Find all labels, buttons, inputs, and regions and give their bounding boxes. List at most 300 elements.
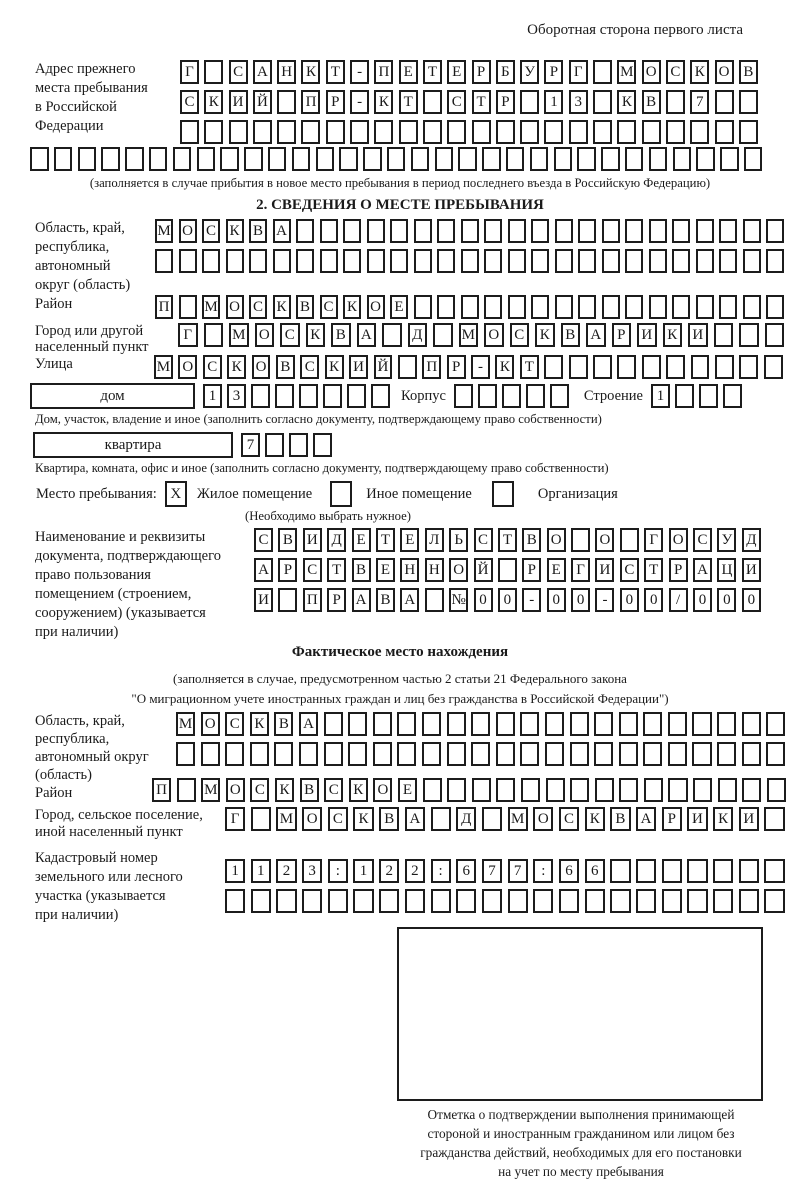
char-cell[interactable] [296, 219, 314, 243]
char-cell[interactable] [461, 295, 479, 319]
char-cell[interactable] [496, 120, 515, 144]
char-cell[interactable] [672, 249, 690, 273]
char-cell[interactable]: О [484, 323, 504, 347]
char-cell[interactable]: 6 [559, 859, 579, 883]
char-cell[interactable] [508, 249, 526, 273]
char-cell[interactable]: С [225, 712, 244, 736]
char-cell[interactable] [371, 384, 390, 408]
char-cell[interactable]: 0 [571, 588, 590, 612]
char-cell[interactable]: М [155, 219, 173, 243]
char-cell[interactable] [447, 742, 466, 766]
char-cell[interactable] [179, 295, 197, 319]
char-cell[interactable] [177, 778, 196, 802]
char-cell[interactable]: М [459, 323, 479, 347]
char-cell[interactable] [526, 384, 545, 408]
char-cell[interactable]: Н [400, 558, 419, 582]
char-cell[interactable]: 1 [203, 384, 222, 408]
char-cell[interactable] [456, 889, 476, 913]
char-cell[interactable] [662, 889, 682, 913]
char-cell[interactable] [555, 219, 573, 243]
char-cell[interactable]: С [249, 295, 267, 319]
char-cell[interactable] [250, 742, 269, 766]
char-cell[interactable]: А [352, 588, 371, 612]
char-cell[interactable]: Ь [449, 528, 468, 552]
char-cell[interactable] [498, 558, 517, 582]
char-cell[interactable]: К [226, 219, 244, 243]
char-cell[interactable] [398, 355, 417, 379]
char-cell[interactable] [699, 384, 718, 408]
char-cell[interactable]: М [617, 60, 636, 84]
char-cell[interactable]: О [533, 807, 553, 831]
char-cell[interactable]: Р [447, 355, 466, 379]
char-cell[interactable]: О [449, 558, 468, 582]
char-cell[interactable] [620, 528, 639, 552]
char-cell[interactable]: М [176, 712, 195, 736]
char-cell[interactable] [496, 742, 515, 766]
char-cell[interactable] [766, 742, 785, 766]
char-cell[interactable]: А [273, 219, 291, 243]
char-cell[interactable]: Е [352, 528, 371, 552]
char-cell[interactable] [390, 219, 408, 243]
char-cell[interactable]: О [226, 295, 244, 319]
char-cell[interactable]: 0 [474, 588, 493, 612]
char-cell[interactable]: И [303, 528, 322, 552]
char-cell[interactable] [347, 384, 366, 408]
char-cell[interactable] [610, 889, 630, 913]
char-cell[interactable]: Р [522, 558, 541, 582]
char-cell[interactable]: Д [742, 528, 761, 552]
char-cell[interactable] [544, 355, 563, 379]
char-cell[interactable]: К [227, 355, 246, 379]
char-cell[interactable]: М [229, 323, 249, 347]
char-cell[interactable]: О [715, 60, 734, 84]
char-cell[interactable] [766, 249, 784, 273]
char-cell[interactable] [343, 249, 361, 273]
char-cell[interactable]: П [155, 295, 173, 319]
char-cell[interactable] [425, 588, 444, 612]
char-cell[interactable] [643, 742, 662, 766]
char-cell[interactable]: 0 [547, 588, 566, 612]
char-cell[interactable]: Г [569, 60, 588, 84]
char-cell[interactable] [744, 147, 763, 171]
char-cell[interactable]: 1 [651, 384, 670, 408]
char-cell[interactable] [302, 889, 322, 913]
char-cell[interactable]: И [687, 807, 707, 831]
char-cell[interactable]: О [669, 528, 688, 552]
char-cell[interactable] [668, 712, 687, 736]
char-cell[interactable]: С [300, 355, 319, 379]
char-cell[interactable] [390, 249, 408, 273]
char-cell[interactable] [301, 120, 320, 144]
char-cell[interactable] [382, 323, 402, 347]
char-cell[interactable] [225, 742, 244, 766]
char-cell[interactable]: М [508, 807, 528, 831]
char-cell[interactable] [692, 712, 711, 736]
char-cell[interactable]: В [642, 90, 661, 114]
char-cell[interactable]: Т [520, 355, 539, 379]
char-cell[interactable]: В [610, 807, 630, 831]
char-cell[interactable] [482, 147, 501, 171]
char-cell[interactable] [739, 323, 759, 347]
checkbox-org[interactable] [492, 481, 514, 507]
char-cell[interactable] [433, 323, 453, 347]
char-cell[interactable] [367, 249, 385, 273]
char-cell[interactable]: Р [327, 588, 346, 612]
char-cell[interactable]: К [495, 355, 514, 379]
char-cell[interactable] [423, 778, 442, 802]
char-cell[interactable] [619, 742, 638, 766]
char-cell[interactable] [202, 249, 220, 273]
char-cell[interactable]: Е [376, 558, 395, 582]
char-cell[interactable]: И [739, 807, 759, 831]
char-cell[interactable] [544, 120, 563, 144]
char-cell[interactable] [696, 295, 714, 319]
char-cell[interactable] [521, 778, 540, 802]
char-cell[interactable]: С [229, 60, 248, 84]
char-cell[interactable] [405, 889, 425, 913]
char-cell[interactable]: Т [399, 90, 418, 114]
char-cell[interactable] [461, 249, 479, 273]
char-cell[interactable] [625, 249, 643, 273]
char-cell[interactable]: К [585, 807, 605, 831]
char-cell[interactable] [458, 147, 477, 171]
char-cell[interactable] [533, 889, 553, 913]
char-cell[interactable] [625, 219, 643, 243]
char-cell[interactable]: С [447, 90, 466, 114]
char-cell[interactable] [668, 742, 687, 766]
char-cell[interactable] [691, 355, 710, 379]
char-cell[interactable]: К [301, 60, 320, 84]
char-cell[interactable] [570, 778, 589, 802]
char-cell[interactable] [348, 742, 367, 766]
char-cell[interactable] [649, 295, 667, 319]
char-cell[interactable] [508, 295, 526, 319]
char-cell[interactable]: М [202, 295, 220, 319]
char-cell[interactable] [642, 355, 661, 379]
char-cell[interactable] [471, 742, 490, 766]
checkbox-inoe[interactable] [330, 481, 352, 507]
char-cell[interactable]: А [636, 807, 656, 831]
char-cell[interactable] [602, 249, 620, 273]
char-cell[interactable] [666, 355, 685, 379]
char-cell[interactable]: И [688, 323, 708, 347]
char-cell[interactable] [766, 295, 784, 319]
char-cell[interactable]: С [180, 90, 199, 114]
char-cell[interactable] [742, 712, 761, 736]
char-cell[interactable] [570, 742, 589, 766]
char-cell[interactable]: Г [571, 558, 590, 582]
char-cell[interactable] [482, 889, 502, 913]
char-cell[interactable]: С [666, 60, 685, 84]
char-cell[interactable] [715, 90, 734, 114]
char-cell[interactable]: Р [326, 90, 345, 114]
char-cell[interactable] [530, 147, 549, 171]
char-cell[interactable] [662, 859, 682, 883]
char-cell[interactable]: К [535, 323, 555, 347]
char-cell[interactable] [253, 120, 272, 144]
char-cell[interactable] [610, 859, 630, 883]
char-cell[interactable] [673, 147, 692, 171]
char-cell[interactable]: И [254, 588, 273, 612]
char-cell[interactable]: Т [376, 528, 395, 552]
char-cell[interactable]: И [742, 558, 761, 582]
char-cell[interactable]: И [229, 90, 248, 114]
char-cell[interactable]: 6 [585, 859, 605, 883]
char-cell[interactable] [520, 742, 539, 766]
char-cell[interactable] [374, 120, 393, 144]
char-cell[interactable] [414, 219, 432, 243]
char-cell[interactable]: Т [423, 60, 442, 84]
char-cell[interactable] [644, 778, 663, 802]
char-cell[interactable] [570, 712, 589, 736]
char-cell[interactable]: К [690, 60, 709, 84]
char-cell[interactable]: П [303, 588, 322, 612]
char-cell[interactable] [276, 889, 296, 913]
char-cell[interactable]: 7 [690, 90, 709, 114]
char-cell[interactable]: О [642, 60, 661, 84]
char-cell[interactable] [350, 120, 369, 144]
char-cell[interactable] [672, 219, 690, 243]
char-cell[interactable]: С [280, 323, 300, 347]
char-cell[interactable]: 1 [251, 859, 271, 883]
char-cell[interactable] [742, 742, 761, 766]
char-cell[interactable]: 3 [227, 384, 246, 408]
char-cell[interactable] [339, 147, 358, 171]
char-cell[interactable] [482, 807, 502, 831]
char-cell[interactable] [764, 355, 783, 379]
char-cell[interactable]: В [522, 528, 541, 552]
char-cell[interactable]: Р [544, 60, 563, 84]
char-cell[interactable] [397, 712, 416, 736]
char-cell[interactable] [675, 384, 694, 408]
char-cell[interactable] [363, 147, 382, 171]
char-cell[interactable] [197, 147, 216, 171]
char-cell[interactable] [569, 120, 588, 144]
char-cell[interactable] [251, 807, 271, 831]
char-cell[interactable]: И [595, 558, 614, 582]
char-cell[interactable] [550, 384, 569, 408]
char-cell[interactable]: : [328, 859, 348, 883]
char-cell[interactable] [30, 147, 49, 171]
char-cell[interactable] [289, 433, 308, 457]
char-cell[interactable] [275, 384, 294, 408]
char-cell[interactable]: О [178, 355, 197, 379]
char-cell[interactable] [201, 742, 220, 766]
char-cell[interactable] [299, 384, 318, 408]
char-cell[interactable]: Р [496, 90, 515, 114]
char-cell[interactable] [180, 120, 199, 144]
char-cell[interactable]: 0 [620, 588, 639, 612]
char-cell[interactable] [399, 120, 418, 144]
char-cell[interactable] [268, 147, 287, 171]
char-cell[interactable] [251, 889, 271, 913]
char-cell[interactable] [545, 742, 564, 766]
char-cell[interactable]: 3 [302, 859, 322, 883]
char-cell[interactable] [472, 778, 491, 802]
char-cell[interactable] [292, 147, 311, 171]
char-cell[interactable] [478, 384, 497, 408]
char-cell[interactable]: С [250, 778, 269, 802]
char-cell[interactable]: С [303, 558, 322, 582]
char-cell[interactable]: С [320, 295, 338, 319]
char-cell[interactable] [78, 147, 97, 171]
char-cell[interactable]: М [154, 355, 173, 379]
char-cell[interactable]: Д [456, 807, 476, 831]
char-cell[interactable]: - [350, 60, 369, 84]
char-cell[interactable] [225, 889, 245, 913]
char-cell[interactable] [506, 147, 525, 171]
char-cell[interactable] [423, 120, 442, 144]
char-cell[interactable] [696, 249, 714, 273]
char-cell[interactable]: В [561, 323, 581, 347]
char-cell[interactable]: - [522, 588, 541, 612]
char-cell[interactable] [764, 807, 784, 831]
char-cell[interactable]: 1 [544, 90, 563, 114]
char-cell[interactable] [617, 355, 636, 379]
char-cell[interactable] [743, 295, 761, 319]
char-cell[interactable] [226, 249, 244, 273]
char-cell[interactable] [555, 295, 573, 319]
char-cell[interactable] [713, 889, 733, 913]
char-cell[interactable]: С [620, 558, 639, 582]
char-cell[interactable] [484, 249, 502, 273]
char-cell[interactable]: О [595, 528, 614, 552]
char-cell[interactable]: - [471, 355, 490, 379]
char-cell[interactable]: П [374, 60, 393, 84]
char-cell[interactable]: К [343, 295, 361, 319]
char-cell[interactable] [326, 120, 345, 144]
char-cell[interactable]: О [226, 778, 245, 802]
char-cell[interactable]: В [739, 60, 758, 84]
char-cell[interactable]: 1 [353, 859, 373, 883]
char-cell[interactable]: Д [408, 323, 428, 347]
char-cell[interactable] [719, 295, 737, 319]
char-cell[interactable] [687, 859, 707, 883]
char-cell[interactable] [714, 323, 734, 347]
char-cell[interactable] [642, 120, 661, 144]
char-cell[interactable] [719, 249, 737, 273]
char-cell[interactable]: : [533, 859, 553, 883]
char-cell[interactable] [484, 295, 502, 319]
char-cell[interactable] [431, 889, 451, 913]
char-cell[interactable] [577, 147, 596, 171]
char-cell[interactable] [593, 90, 612, 114]
char-cell[interactable]: Е [399, 60, 418, 84]
char-cell[interactable] [447, 778, 466, 802]
char-cell[interactable] [411, 147, 430, 171]
char-cell[interactable] [520, 712, 539, 736]
char-cell[interactable]: В [278, 528, 297, 552]
char-cell[interactable] [471, 712, 490, 736]
char-cell[interactable] [273, 249, 291, 273]
char-cell[interactable] [666, 90, 685, 114]
char-cell[interactable]: Т [498, 528, 517, 552]
char-cell[interactable]: К [617, 90, 636, 114]
char-cell[interactable] [739, 355, 758, 379]
char-cell[interactable] [739, 90, 758, 114]
char-cell[interactable] [204, 120, 223, 144]
char-cell[interactable]: - [595, 588, 614, 612]
char-cell[interactable] [578, 295, 596, 319]
char-cell[interactable] [397, 742, 416, 766]
char-cell[interactable]: В [300, 778, 319, 802]
char-cell[interactable] [739, 120, 758, 144]
char-cell[interactable] [625, 295, 643, 319]
char-cell[interactable] [101, 147, 120, 171]
char-cell[interactable]: Р [278, 558, 297, 582]
char-cell[interactable] [328, 889, 348, 913]
char-cell[interactable]: 0 [498, 588, 517, 612]
char-cell[interactable] [423, 90, 442, 114]
char-cell[interactable] [176, 742, 195, 766]
char-cell[interactable]: В [376, 588, 395, 612]
char-cell[interactable]: О [547, 528, 566, 552]
char-cell[interactable]: 0 [693, 588, 712, 612]
char-cell[interactable] [220, 147, 239, 171]
char-cell[interactable] [723, 384, 742, 408]
char-cell[interactable]: К [275, 778, 294, 802]
char-cell[interactable] [265, 433, 284, 457]
char-cell[interactable] [447, 712, 466, 736]
char-cell[interactable] [742, 778, 761, 802]
char-cell[interactable] [715, 355, 734, 379]
char-cell[interactable] [520, 120, 539, 144]
char-cell[interactable]: 0 [742, 588, 761, 612]
char-cell[interactable] [555, 249, 573, 273]
char-cell[interactable]: К [306, 323, 326, 347]
char-cell[interactable]: С [254, 528, 273, 552]
char-cell[interactable]: 2 [276, 859, 296, 883]
char-cell[interactable] [593, 355, 612, 379]
char-cell[interactable] [323, 384, 342, 408]
char-cell[interactable] [508, 219, 526, 243]
char-cell[interactable] [531, 249, 549, 273]
char-cell[interactable]: Е [390, 295, 408, 319]
char-cell[interactable] [643, 712, 662, 736]
char-cell[interactable] [666, 120, 685, 144]
char-cell[interactable] [554, 147, 573, 171]
char-cell[interactable] [277, 120, 296, 144]
char-cell[interactable] [367, 219, 385, 243]
char-cell[interactable] [173, 147, 192, 171]
char-cell[interactable] [687, 889, 707, 913]
char-cell[interactable] [619, 778, 638, 802]
char-cell[interactable] [531, 219, 549, 243]
char-cell[interactable]: 3 [569, 90, 588, 114]
char-cell[interactable] [593, 60, 612, 84]
char-cell[interactable] [713, 859, 733, 883]
char-cell[interactable]: Т [327, 558, 346, 582]
char-cell[interactable]: К [349, 778, 368, 802]
char-cell[interactable]: Р [662, 807, 682, 831]
char-cell[interactable] [343, 219, 361, 243]
char-cell[interactable] [414, 295, 432, 319]
char-cell[interactable]: А [586, 323, 606, 347]
char-cell[interactable] [324, 712, 343, 736]
char-cell[interactable]: Е [547, 558, 566, 582]
char-cell[interactable]: 0 [644, 588, 663, 612]
char-cell[interactable] [484, 219, 502, 243]
char-cell[interactable] [693, 778, 712, 802]
char-cell[interactable]: Г [180, 60, 199, 84]
char-cell[interactable] [594, 742, 613, 766]
char-cell[interactable]: В [274, 712, 293, 736]
char-cell[interactable] [619, 712, 638, 736]
char-cell[interactable]: К [353, 807, 373, 831]
char-cell[interactable] [324, 742, 343, 766]
char-cell[interactable]: К [325, 355, 344, 379]
char-cell[interactable]: И [637, 323, 657, 347]
